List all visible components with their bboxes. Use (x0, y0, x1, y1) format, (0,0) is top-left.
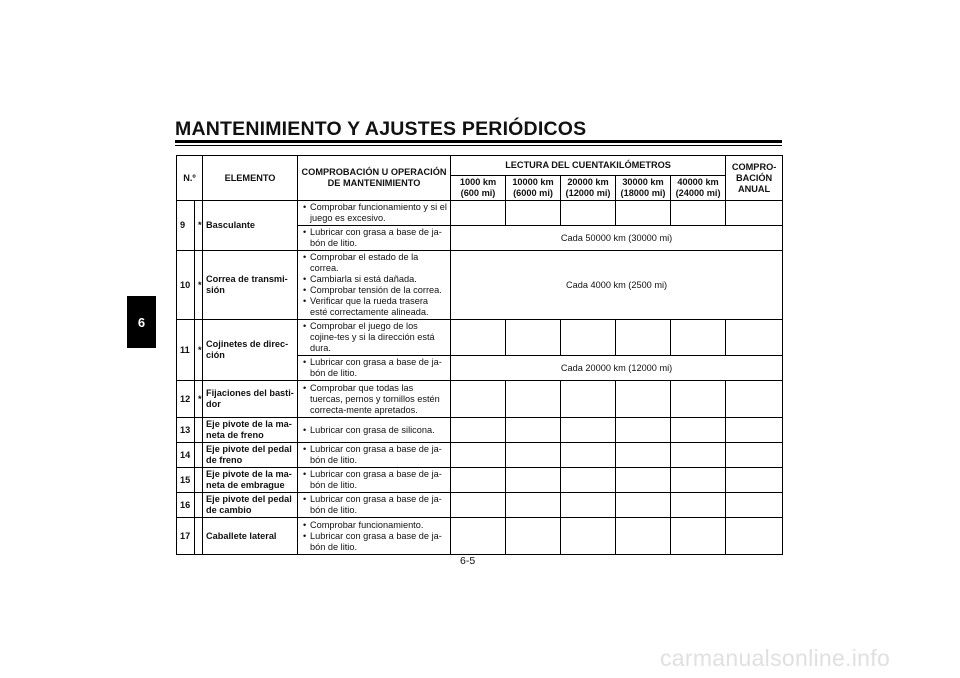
check-mark (561, 418, 616, 443)
operation-list (301, 252, 447, 318)
interval-note: Cada 50000 km (30000 mi) (451, 226, 783, 251)
dealer-service-mark: * (195, 201, 203, 251)
operation-cell (298, 418, 451, 443)
empty-cell (451, 201, 506, 226)
operation-list (301, 321, 447, 354)
dealer-service-mark (195, 493, 203, 518)
operation-cell (298, 443, 451, 468)
operation-item: • Lubricar con grasa a base de ja-bón de litio. (301, 531, 447, 553)
check-mark (726, 381, 783, 418)
empty-cell (451, 381, 506, 418)
operation-list (301, 444, 447, 466)
check-mark (506, 443, 561, 468)
check-mark (561, 443, 616, 468)
empty-cell (451, 468, 506, 493)
operation-cell (298, 356, 451, 381)
check-mark (561, 468, 616, 493)
operation-item: • Comprobar tensión de la correa. (301, 285, 447, 296)
dealer-service-mark: * (195, 381, 203, 418)
operation-item: • Cambiarla si está dañada. (301, 274, 447, 285)
check-mark (726, 468, 783, 493)
dealer-service-mark: * (195, 251, 203, 320)
empty-cell (726, 320, 783, 356)
header-num: N.º (177, 156, 203, 201)
header-interval-5: 40000 km (24000 mi) (671, 176, 726, 201)
operation-list (301, 425, 447, 436)
operation-item: • Comprobar funcionamiento y si el juego es excesivo. (301, 202, 447, 224)
operation-list (301, 383, 447, 416)
operation-item: • Lubricar con grasa a base de ja-bón de litio. (301, 469, 447, 491)
dealer-service-mark (195, 468, 203, 493)
operation-list (301, 520, 447, 553)
operation-item: • Lubricar con grasa a base de ja-bón de litio. (301, 357, 447, 379)
item-element: Eje pivote de la ma-neta de freno (203, 418, 298, 443)
operation-cell (298, 251, 451, 320)
page-title: MANTENIMIENTO Y AJUSTES PERIÓDICOS (175, 118, 587, 140)
dealer-service-mark (195, 518, 203, 555)
item-number: 16 (177, 493, 195, 518)
check-mark (506, 418, 561, 443)
interval-note: Cada 20000 km (12000 mi) (451, 356, 783, 381)
header-odometer: LECTURA DEL CUENTAKILÓMETROS (451, 156, 726, 176)
check-mark (561, 493, 616, 518)
header-interval-4: 30000 km (18000 mi) (616, 176, 671, 201)
check-mark (726, 518, 783, 555)
operation-cell (298, 468, 451, 493)
operation-item: • Comprobar que todas las tuercas, pernos y tornillos estén correcta-mente apretados. (301, 383, 447, 416)
check-mark (671, 493, 726, 518)
check-mark (671, 320, 726, 356)
check-mark (561, 518, 616, 555)
item-number: 14 (177, 443, 195, 468)
item-element: Eje pivote de la ma-neta de embrague (203, 468, 298, 493)
check-mark (616, 418, 671, 443)
item-element: Basculante (203, 201, 298, 251)
check-mark (616, 493, 671, 518)
maintenance-table (176, 155, 783, 555)
table-row (177, 493, 783, 518)
table-row (177, 418, 783, 443)
operation-cell (298, 493, 451, 518)
check-mark (616, 320, 671, 356)
check-mark (616, 443, 671, 468)
item-number: 13 (177, 418, 195, 443)
empty-cell (451, 493, 506, 518)
header-operation: COMPROBACIÓN U OPERACIÓN DE MANTENIMIENTO (298, 156, 451, 201)
header-interval-2: 10000 km (6000 mi) (506, 176, 561, 201)
operation-item: • Verificar que la rueda trasera esté correctamente alineada. (301, 296, 447, 318)
check-mark (671, 418, 726, 443)
item-number: 15 (177, 468, 195, 493)
check-mark (671, 381, 726, 418)
check-mark (561, 381, 616, 418)
title-rule-thick (175, 140, 782, 143)
page-number: 6-5 (460, 555, 476, 567)
item-number: 9 (177, 201, 195, 251)
table-row (177, 201, 783, 226)
operation-item: • Comprobar el juego de los cojine-tes y si la dirección está dura. (301, 321, 447, 354)
operation-list (301, 227, 447, 249)
check-mark (506, 493, 561, 518)
item-element: Correa de transmi-sión (203, 251, 298, 320)
check-mark (561, 320, 616, 356)
title-rule-thin (175, 145, 782, 146)
operation-list (301, 494, 447, 516)
check-mark (671, 518, 726, 555)
watermark: carmanualsonline.info (660, 645, 891, 671)
operation-item: • Lubricar con grasa a base de ja-bón de litio. (301, 444, 447, 466)
dealer-service-mark (195, 443, 203, 468)
operation-cell (298, 226, 451, 251)
item-number: 10 (177, 251, 195, 320)
check-mark (671, 201, 726, 226)
operation-cell (298, 381, 451, 418)
check-mark (671, 443, 726, 468)
item-number: 17 (177, 518, 195, 555)
check-mark (616, 518, 671, 555)
check-mark (616, 468, 671, 493)
item-number: 11 (177, 320, 195, 381)
operation-item: • Lubricar con grasa de silicona. (301, 425, 447, 436)
header-annual: COMPRO-BACIÓN ANUAL (726, 156, 783, 201)
operation-cell (298, 518, 451, 555)
item-element: Cojinetes de direc-ción (203, 320, 298, 381)
table-row (177, 443, 783, 468)
operation-list (301, 357, 447, 379)
check-mark (506, 518, 561, 555)
item-element: Eje pivote del pedal de cambio (203, 493, 298, 518)
empty-cell (726, 201, 783, 226)
item-element: Caballete lateral (203, 518, 298, 555)
check-mark (616, 201, 671, 226)
table-row (177, 251, 783, 320)
check-mark (451, 320, 506, 356)
dealer-service-mark: * (195, 320, 203, 381)
operation-cell (298, 320, 451, 356)
item-element: Eje pivote del pedal de freno (203, 443, 298, 468)
check-mark (506, 381, 561, 418)
check-mark (616, 381, 671, 418)
dealer-service-mark (195, 418, 203, 443)
check-mark (506, 468, 561, 493)
item-element: Fijaciones del basti-dor (203, 381, 298, 418)
header-interval-3: 20000 km (12000 mi) (561, 176, 616, 201)
table-row (177, 518, 783, 555)
header-interval-1: 1000 km (600 mi) (451, 176, 506, 201)
operation-list (301, 202, 447, 224)
check-mark (726, 493, 783, 518)
empty-cell (451, 418, 506, 443)
check-mark (726, 418, 783, 443)
table-row (177, 320, 783, 356)
operation-item: • Lubricar con grasa a base de ja-bón de litio. (301, 494, 447, 516)
check-mark (726, 443, 783, 468)
empty-cell (451, 518, 506, 555)
item-number: 12 (177, 381, 195, 418)
empty-cell (451, 443, 506, 468)
operation-item: • Comprobar el estado de la correa. (301, 252, 447, 274)
operation-cell (298, 201, 451, 226)
check-mark (506, 320, 561, 356)
interval-note: Cada 4000 km (2500 mi) (451, 251, 783, 320)
header-element: ELEMENTO (203, 156, 298, 201)
check-mark (506, 201, 561, 226)
operation-item: • Lubricar con grasa a base de ja-bón de litio. (301, 227, 447, 249)
chapter-tab: 6 (127, 296, 156, 348)
operation-list (301, 469, 447, 491)
table-row (177, 381, 783, 418)
table-row (177, 468, 783, 493)
check-mark (671, 468, 726, 493)
operation-item: • Comprobar funcionamiento. (301, 520, 447, 531)
check-mark (561, 201, 616, 226)
